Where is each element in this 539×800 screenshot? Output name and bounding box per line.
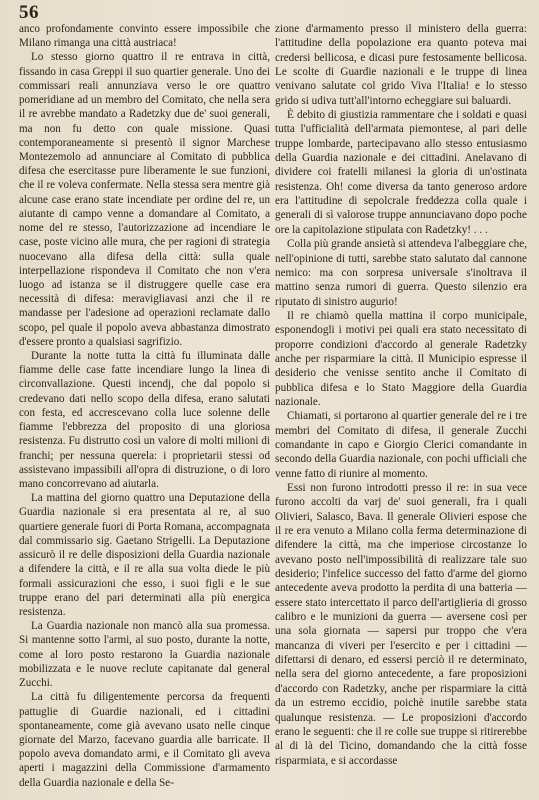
paragraph: Chiamati, si portarono al quartier generale del re i tre membri del Comitato di difesa, il generale Zucchi comandante in capo e Giorgio Clerici comandante in secondo della Guardia nazionale, con pochi ufficiali che venne fatto di riunire al momento. [275, 410, 527, 480]
right-column [275, 22, 527, 768]
paragraph: La mattina del giorno quattro una Deputazione della Guardia nazionale si era presentata al re, al suo quartiere generale fuori di Porta Romana, accompagnata dal commissario sig. Gaetano Strigelli. La Deputazione assicurò il re delle disposizioni della Guardia nazionale a difendere la città, e il re alla sua volta diede le più formali assicurazioni che esso, i suoi figli e le sue truppe erano del pari determinati alla più energica resistenza. [19, 492, 270, 618]
paragraph: Durante la notte tutta la città fu illuminata dalle fiamme delle case fatte incendiare lungo la linea di circonvallazione. Questi incendj, che dal popolo si credevano dati nello scopo della difesa, erano salutati con festa, ed accrescevano colla luce solenne delle fiamme l'ebbrezza del proposito di una gloriosa resistenza. Fu distrutto così un valore di molti milioni di franchi; per nessuna querela: i proprietarii stessi od assistevano impassibili all'opra di distruzione, o di loro mano concorrevano ad aiutarla. [19, 350, 270, 490]
left-column [19, 22, 270, 790]
paragraph: La città fu diligentemente percorsa da frequenti pattuglie di Guardie nazionali, ed i cittadini spontaneamente, come già avevano usato nelle cinque giornate del Marzo, facevano guardia alle barricate. Il popolo aveva domandato armi, e il Comitato gli aveva aperti i magazzini della Commissione d'armamento della Guardia nazionale e della Se- [19, 691, 270, 789]
paragraph: anco profondamente convinto essere impossibile che Milano rimanga una città austriaca! [19, 23, 270, 50]
paragraph: Il re chiamò quella mattina il corpo municipale, esponendogli i motivi pei quali era stato necessitato di proporre condizioni d'accordo al generale Radetzky anche per risparmiare la città. Il Municipio espresse il desiderio che venisse sentito anche il Comitato di pubblica difesa e lo Stato Maggiore della Guardia nazionale. [275, 309, 527, 408]
paragraph: zione d'armamento presso il ministero della guerra: l'attitudine della popolazione era quanto poteva mai credersi bellicosa, e dicasi pure festosamente bellicosa. Le scolte di Guardie nazionali e le truppe di linea venivano salutate col grido Viva l'Italia! e lo stesso grido si udiva tutt'all'intorno echeggiare sui baluardi. [275, 23, 527, 107]
paragraph: È debito di giustizia rammentare che i soldati e quasi tutta l'ufficialità dell'armata piemontese, al pari delle truppe lombarde, partecipavano allo stesso entusiasmo della Guardia nazionale e dei cittadini. Anelavano di dividere coi fratelli milanesi la gloria di un'ostinata resistenza. Oh! come diversa da tanto generoso ardore era l'attitudine di sepolcrale freddezza colla quale i generali di sì valorose truppe annunciavano dopo poche ore la capitolazione stipulata con Radetzky! . . . [275, 109, 527, 236]
paragraph: Lo stesso giorno quattro il re entrava in città, fissando in casa Greppi il suo quartier generale. Uno dei commissari reali annunziava verso le ore quattro pomeridiane ad un membro del Comitato, che nella sera il re avrebbe mandato a Radetzky due de' suoi generali, ma non fu detto con quale missione. Quasi contemporaneamente si presentò il signor Marchese Montezemolo ad annunciare al Comitato di pubblica difesa che esercitasse pure liberamente le sue funzioni, che il re voleva confermate. Nella stessa sera mentre già alcune case erano state incendiate per ordine del re, un aiutante di campo venne a domandare al Comitato, a nome del re stesso, l'autorizzazione ad incendiare le case, poste vicino alle mura, che per ragioni di strategia nuocevano alla difesa della città: sulla quale interpellazione rispondeva il Comitato che non v'era luogo ad istanza se il distruggere quelle case era necessità di difesa: meravigliavasi anzi che il re mandasse per l'adesione ad operazioni reclamate dallo scopo, pel quale il popolo aveva abbastanza dimostrato d'essere pronto a qualsiasi sagrifizio. [19, 51, 270, 348]
page-number: 56 [19, 2, 39, 23]
paragraph: La Guardia nazionale non mancò alla sua promessa. Si mantenne sotto l'armi, al suo posto, durante la notte, come al loro posto restarono la Guardia nazionale mobilizzata e le nuove reclute capitanate dal general Zucchi. [19, 620, 270, 690]
paragraph: Colla più grande ansietà si attendeva l'albeggiare che, nell'opinione di tutti, sarebbe stato salutato dal cannone nemico: ma con sorpresa universale s'inoltrava il mattino senza rumori di guerra. Questo silenzio era riputato di sinistro augurio! [275, 238, 527, 308]
paragraph: Essi non furono introdotti presso il re: in sua vece furono accolti da varj de' suoi generali, fra i quali Olivieri, Salasco, Bava. Il generale Olivieri espose che il re era venuto a Milano colla ferma determinazione di difendere la città, ma che imperiose circostanze lo avevano posto nell'impossibilità di realizzare tale suo desiderio; l'infelice successo del fatto d'arme del giorno antecedente aveva prodotto la perdita di una batteria — essere stato intercettato il parco dell'artiglieria di grosso calibro e le munizioni da guerra — aversene così per una sola giornata — sapersi pur troppo che v'era mancanza di viveri per l'esercito e per i cittadini — difettarsi di denaro, ed essersi perciò il re determinato, nella sera del giorno antecedente, a fare proposizioni d'accordo con Radetzky, anche per risparmiare la città da un estremo eccidio, poichè inutile sarebbe stata qualunque resistenza. — Le proposizioni d'accordo erano le seguenti: che il re colle sue truppe si ritirerebbe al di là del Ticino, domandando che la città fosse risparmiata, e si accordasse [275, 482, 527, 767]
